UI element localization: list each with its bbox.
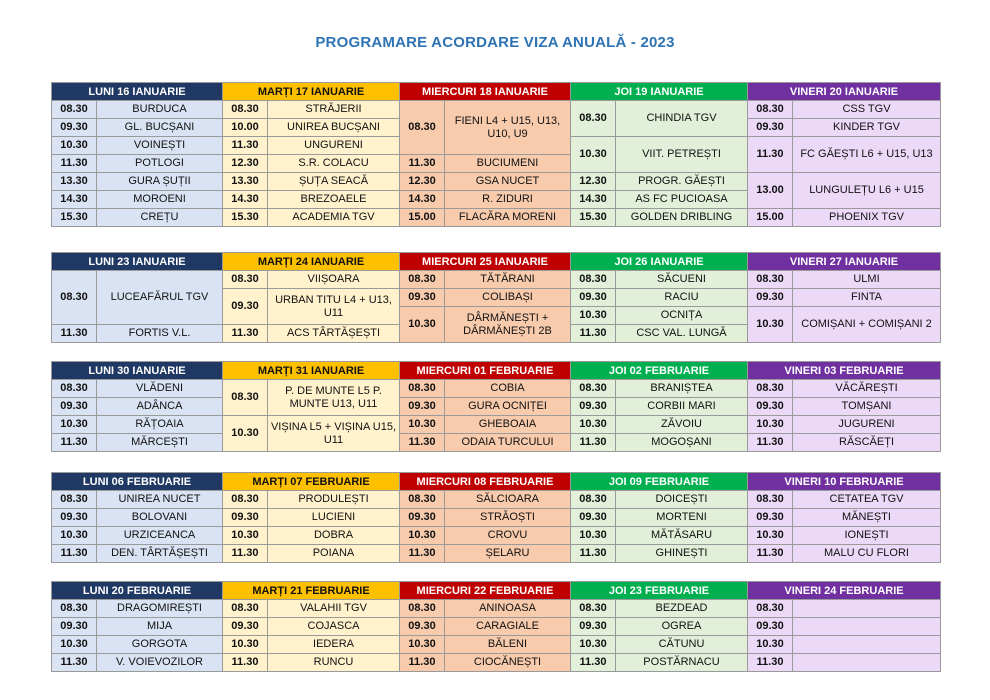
- slot-team: V. VOIEVOZILOR: [97, 654, 223, 672]
- slot-team: CORBII MARI: [616, 398, 748, 416]
- slot-team: [793, 600, 941, 618]
- slot-team: DOICEȘTI: [616, 491, 748, 509]
- slot-time: 11.30: [571, 325, 616, 343]
- slot-time: 11.30: [52, 545, 97, 563]
- schedule-table: [51, 252, 941, 343]
- slot-time: 08.30: [400, 101, 445, 155]
- table-row: [52, 271, 941, 289]
- slot-team: MALU CU FLORI: [793, 545, 941, 563]
- slot-team: ȘELARU: [445, 545, 571, 563]
- slot-time: 11.30: [52, 434, 97, 452]
- slot-time: 12.30: [223, 155, 268, 173]
- slot-team: MOGOȘANI: [616, 434, 748, 452]
- slot-time: 08.30: [52, 600, 97, 618]
- slot-team: URBAN TITU L4 + U13, U11: [268, 289, 400, 325]
- day-header: VINERI 24 FEBRUARIE: [748, 582, 941, 600]
- slot-time: 08.30: [52, 101, 97, 119]
- day-header-row: [52, 253, 941, 271]
- schedule-table: [51, 581, 941, 672]
- slot-time: 09.30: [571, 289, 616, 307]
- day-header: MARȚI 21 FEBRUARIE: [223, 582, 400, 600]
- slot-team: S.R. COLACU: [268, 155, 400, 173]
- day-header: MIERCURI 08 FEBRUARIE: [400, 473, 571, 491]
- slot-team: [793, 636, 941, 654]
- day-header: MIERCURI 18 IANUARIE: [400, 83, 571, 101]
- slot-team: GOLDEN DRIBLING: [616, 209, 748, 227]
- slot-team: [793, 618, 941, 636]
- day-header: JOI 23 FEBRUARIE: [571, 582, 748, 600]
- slot-team: P. DE MUNTE L5 P. MUNTE U13, U11: [268, 380, 400, 416]
- slot-time: 10.30: [52, 137, 97, 155]
- slot-time: 13.30: [223, 173, 268, 191]
- table-row: [52, 416, 941, 434]
- day-header: VINERI 27 IANUARIE: [748, 253, 941, 271]
- slot-time: 10.30: [52, 416, 97, 434]
- slot-team: CREȚU: [97, 209, 223, 227]
- slot-team: BRANIȘTEA: [616, 380, 748, 398]
- slot-team: R. ZIDURI: [445, 191, 571, 209]
- slot-team: FORTIS V.L.: [97, 325, 223, 343]
- slot-time: 10.30: [748, 527, 793, 545]
- slot-team: LUCIENI: [268, 509, 400, 527]
- table-row: [52, 434, 941, 452]
- slot-time: 15.30: [571, 209, 616, 227]
- week-block: [51, 581, 940, 672]
- slot-team: BOLOVANI: [97, 509, 223, 527]
- day-header: LUNI 30 IANUARIE: [52, 362, 223, 380]
- slot-team: ANINOASA: [445, 600, 571, 618]
- slot-team: ȘUȚA SEACĂ: [268, 173, 400, 191]
- slot-team: FIENI L4 + U15, U13, U10, U9: [445, 101, 571, 155]
- slot-team: GURA OCNIȚEI: [445, 398, 571, 416]
- slot-time: 08.30: [400, 380, 445, 398]
- slot-team: PRODULEȘTI: [268, 491, 400, 509]
- slot-team: BURDUCA: [97, 101, 223, 119]
- slot-time: 09.30: [52, 398, 97, 416]
- slot-team: CROVU: [445, 527, 571, 545]
- slot-team: COLIBAȘI: [445, 289, 571, 307]
- table-row: [52, 380, 941, 398]
- day-header-row: [52, 362, 941, 380]
- slot-time: 15.30: [223, 209, 268, 227]
- slot-team: MORTENI: [616, 509, 748, 527]
- table-row: [52, 545, 941, 563]
- slot-time: 11.30: [571, 434, 616, 452]
- slot-team: STRĂJERII: [268, 101, 400, 119]
- slot-team: CSS TGV: [793, 101, 941, 119]
- slot-team: CARAGIALE: [445, 618, 571, 636]
- slot-team: BĂLENI: [445, 636, 571, 654]
- schedule-table: [51, 472, 941, 563]
- slot-time: 10.30: [571, 416, 616, 434]
- slot-team: FC GĂEȘTI L6 + U15, U13: [793, 137, 941, 173]
- slot-team: RUNCU: [268, 654, 400, 672]
- slot-time: 14.30: [571, 191, 616, 209]
- slot-team: VALAHII TGV: [268, 600, 400, 618]
- table-row: [52, 101, 941, 119]
- slot-team: SĂLCIOARA: [445, 491, 571, 509]
- slot-time: 13.30: [52, 173, 97, 191]
- day-header-row: [52, 473, 941, 491]
- day-header: MARȚI 07 FEBRUARIE: [223, 473, 400, 491]
- slot-team: PROGR. GĂEȘTI: [616, 173, 748, 191]
- slot-time: 09.30: [400, 509, 445, 527]
- slot-team: OGREA: [616, 618, 748, 636]
- slot-time: 09.30: [748, 618, 793, 636]
- slot-team: UNIREA BUCȘANI: [268, 119, 400, 137]
- slot-time: 11.30: [52, 654, 97, 672]
- slot-team: SĂCUENI: [616, 271, 748, 289]
- slot-time: 11.30: [223, 325, 268, 343]
- slot-team: IONEȘTI: [793, 527, 941, 545]
- week-block: [51, 472, 940, 563]
- table-row: [52, 618, 941, 636]
- slot-time: 11.30: [223, 654, 268, 672]
- slot-team: GHEBOAIA: [445, 416, 571, 434]
- slot-time: 15.00: [748, 209, 793, 227]
- slot-time: 11.30: [400, 155, 445, 173]
- slot-time: 08.30: [748, 271, 793, 289]
- slot-team: GSA NUCET: [445, 173, 571, 191]
- slot-team: FINTA: [793, 289, 941, 307]
- day-header: VINERI 20 IANUARIE: [748, 83, 941, 101]
- slot-team: VLĂDENI: [97, 380, 223, 398]
- slot-team: LUCEAFĂRUL TGV: [97, 271, 223, 325]
- slot-team: VĂCĂREȘTI: [793, 380, 941, 398]
- day-header: VINERI 10 FEBRUARIE: [748, 473, 941, 491]
- day-header: VINERI 03 FEBRUARIE: [748, 362, 941, 380]
- slot-team: BREZOAELE: [268, 191, 400, 209]
- slot-team: CHINDIA TGV: [616, 101, 748, 137]
- slot-team: UNGURENI: [268, 137, 400, 155]
- week-block: [51, 82, 940, 227]
- day-header: MARȚI 31 IANUARIE: [223, 362, 400, 380]
- slot-time: 09.30: [52, 119, 97, 137]
- slot-team: GORGOTA: [97, 636, 223, 654]
- slot-time: 09.30: [748, 119, 793, 137]
- slot-team: GURA ȘUȚII: [97, 173, 223, 191]
- day-header: MIERCURI 01 FEBRUARIE: [400, 362, 571, 380]
- slot-time: 15.00: [400, 209, 445, 227]
- page-title: PROGRAMARE ACORDARE VIZA ANUALĂ - 2023: [315, 34, 675, 51]
- slot-team: DÂRMĂNEȘTI + DÂRMĂNEȘTI 2B: [445, 307, 571, 343]
- slot-team: BUCIUMENI: [445, 155, 571, 173]
- day-header: MIERCURI 22 FEBRUARIE: [400, 582, 571, 600]
- slot-team: RĂSCĂEȚI: [793, 434, 941, 452]
- slot-time: 11.30: [400, 545, 445, 563]
- day-header: LUNI 20 FEBRUARIE: [52, 582, 223, 600]
- slot-time: 11.30: [52, 325, 97, 343]
- slot-time: 09.30: [400, 398, 445, 416]
- slot-time: 09.30: [571, 398, 616, 416]
- slot-time: 08.30: [223, 101, 268, 119]
- slot-time: 08.30: [571, 380, 616, 398]
- day-header: LUNI 16 IANUARIE: [52, 83, 223, 101]
- slot-time: 14.30: [400, 191, 445, 209]
- slot-team: MĂRCEȘTI: [97, 434, 223, 452]
- slot-time: 14.30: [223, 191, 268, 209]
- slot-team: KINDER TGV: [793, 119, 941, 137]
- slot-team: COJASCA: [268, 618, 400, 636]
- slot-time: 08.30: [52, 271, 97, 325]
- slot-time: 10.30: [400, 307, 445, 343]
- slot-time: 10.30: [400, 636, 445, 654]
- schedule-table: [51, 82, 941, 227]
- slot-team: TOMȘANI: [793, 398, 941, 416]
- slot-team: VIIȘOARA: [268, 271, 400, 289]
- slot-time: 14.30: [52, 191, 97, 209]
- slot-team: UNIREA NUCET: [97, 491, 223, 509]
- slot-time: 11.30: [400, 654, 445, 672]
- slot-team: BEZDEAD: [616, 600, 748, 618]
- table-row: [52, 209, 941, 227]
- slot-time: 12.30: [400, 173, 445, 191]
- slot-time: 10.30: [52, 527, 97, 545]
- slot-time: 08.30: [748, 600, 793, 618]
- slot-time: 08.30: [571, 491, 616, 509]
- slot-time: 10.30: [748, 307, 793, 343]
- slot-time: 09.30: [223, 618, 268, 636]
- slot-time: 09.30: [748, 289, 793, 307]
- slot-time: 10.30: [400, 416, 445, 434]
- slot-time: 09.30: [400, 289, 445, 307]
- slot-time: 08.30: [400, 271, 445, 289]
- slot-time: 11.30: [223, 545, 268, 563]
- table-row: [52, 491, 941, 509]
- day-header-row: [52, 582, 941, 600]
- slot-team: DOBRA: [268, 527, 400, 545]
- slot-team: IEDERA: [268, 636, 400, 654]
- slot-time: 10.30: [52, 636, 97, 654]
- slot-time: 08.30: [52, 491, 97, 509]
- day-header: LUNI 06 FEBRUARIE: [52, 473, 223, 491]
- table-row: [52, 173, 941, 191]
- slot-team: VIIT. PETREȘTI: [616, 137, 748, 173]
- slot-time: 15.30: [52, 209, 97, 227]
- slot-time: 10.30: [571, 636, 616, 654]
- slot-time: 08.30: [223, 600, 268, 618]
- slot-time: 09.30: [223, 289, 268, 325]
- slot-time: 09.30: [571, 618, 616, 636]
- slot-team: GL. BUCȘANI: [97, 119, 223, 137]
- slot-team: RĂȚOAIA: [97, 416, 223, 434]
- day-header: JOI 26 IANUARIE: [571, 253, 748, 271]
- table-row: [52, 654, 941, 672]
- day-header: MARȚI 17 IANUARIE: [223, 83, 400, 101]
- slot-time: 09.30: [223, 509, 268, 527]
- slot-team: STRĂOȘTI: [445, 509, 571, 527]
- slot-team: MIJA: [97, 618, 223, 636]
- slot-time: 09.30: [52, 618, 97, 636]
- slot-time: 10.30: [223, 416, 268, 452]
- slot-team: GHINEȘTI: [616, 545, 748, 563]
- slot-time: 09.30: [748, 509, 793, 527]
- slot-team: COBIA: [445, 380, 571, 398]
- slot-time: 11.30: [748, 545, 793, 563]
- slot-time: 11.30: [223, 137, 268, 155]
- slot-time: 08.30: [223, 380, 268, 416]
- slot-time: 10.30: [571, 527, 616, 545]
- table-row: [52, 398, 941, 416]
- slot-time: 08.30: [400, 600, 445, 618]
- slot-time: 10.30: [748, 416, 793, 434]
- slot-time: 08.30: [571, 600, 616, 618]
- slot-team: ADÂNCA: [97, 398, 223, 416]
- day-header: JOI 02 FEBRUARIE: [571, 362, 748, 380]
- slot-time: 09.30: [400, 618, 445, 636]
- slot-time: 10.30: [571, 137, 616, 173]
- slot-time: 08.30: [748, 491, 793, 509]
- slot-team: RACIU: [616, 289, 748, 307]
- day-header-row: [52, 83, 941, 101]
- slot-time: 11.30: [748, 654, 793, 672]
- slot-team: ACS TÂRTĂȘEȘTI: [268, 325, 400, 343]
- slot-time: 08.30: [52, 380, 97, 398]
- day-header: JOI 19 IANUARIE: [571, 83, 748, 101]
- slot-team: FLACĂRA MORENI: [445, 209, 571, 227]
- slot-team: POIANA: [268, 545, 400, 563]
- slot-team: MOROENI: [97, 191, 223, 209]
- slot-team: CĂTUNU: [616, 636, 748, 654]
- slot-time: 11.30: [748, 434, 793, 452]
- slot-time: 10.30: [223, 527, 268, 545]
- slot-time: 08.30: [571, 271, 616, 289]
- slot-team: LUNGULEȚU L6 + U15: [793, 173, 941, 209]
- slot-team: POSTĂRNACU: [616, 654, 748, 672]
- slot-team: COMIȘANI + COMIȘANI 2: [793, 307, 941, 343]
- slot-time: 10.30: [223, 636, 268, 654]
- slot-time: 11.30: [748, 137, 793, 173]
- slot-team: POTLOGI: [97, 155, 223, 173]
- slot-team: ODAIA TURCULUI: [445, 434, 571, 452]
- slot-time: 09.30: [748, 398, 793, 416]
- slot-team: OCNIȚA: [616, 307, 748, 325]
- slot-time: 08.30: [223, 271, 268, 289]
- slot-time: 09.30: [571, 509, 616, 527]
- slot-time: 10.30: [748, 636, 793, 654]
- slot-team: CIOCĂNEȘTI: [445, 654, 571, 672]
- slot-team: MĂNEȘTI: [793, 509, 941, 527]
- week-block: [51, 252, 940, 343]
- table-row: [52, 527, 941, 545]
- slot-time: 08.30: [748, 380, 793, 398]
- slot-time: 10.00: [223, 119, 268, 137]
- slot-team: ACADEMIA TGV: [268, 209, 400, 227]
- slot-team: ULMI: [793, 271, 941, 289]
- day-header: MARȚI 24 IANUARIE: [223, 253, 400, 271]
- slot-time: 11.30: [52, 155, 97, 173]
- slot-team: JUGURENI: [793, 416, 941, 434]
- slot-team: CSC VAL. LUNGĂ: [616, 325, 748, 343]
- slot-time: 11.30: [571, 654, 616, 672]
- table-row: [52, 600, 941, 618]
- slot-team: AS FC PUCIOASA: [616, 191, 748, 209]
- table-row: [52, 636, 941, 654]
- day-header: LUNI 23 IANUARIE: [52, 253, 223, 271]
- slot-team: [793, 654, 941, 672]
- slot-team: VIȘINA L5 + VIȘINA U15, U11: [268, 416, 400, 452]
- day-header: JOI 09 FEBRUARIE: [571, 473, 748, 491]
- slot-time: 08.30: [400, 491, 445, 509]
- table-row: [52, 509, 941, 527]
- slot-team: TĂTĂRANI: [445, 271, 571, 289]
- slot-time: 13.00: [748, 173, 793, 209]
- slot-team: ZĂVOIU: [616, 416, 748, 434]
- slot-time: 08.30: [223, 491, 268, 509]
- slot-team: PHOENIX TGV: [793, 209, 941, 227]
- schedule-table: [51, 361, 941, 452]
- slot-team: DEN. TÂRTĂȘEȘTI: [97, 545, 223, 563]
- slot-time: 12.30: [571, 173, 616, 191]
- day-header: MIERCURI 25 IANUARIE: [400, 253, 571, 271]
- slot-team: URZICEANCA: [97, 527, 223, 545]
- slot-team: DRAGOMIREȘTI: [97, 600, 223, 618]
- slot-time: 08.30: [748, 101, 793, 119]
- slot-time: 11.30: [571, 545, 616, 563]
- week-block: [51, 361, 940, 452]
- slot-time: 10.30: [571, 307, 616, 325]
- slot-team: MĂTĂSARU: [616, 527, 748, 545]
- slot-time: 08.30: [571, 101, 616, 137]
- slot-time: 10.30: [400, 527, 445, 545]
- slot-team: VOINEȘTI: [97, 137, 223, 155]
- slot-team: CETATEA TGV: [793, 491, 941, 509]
- slot-time: 09.30: [52, 509, 97, 527]
- slot-time: 11.30: [400, 434, 445, 452]
